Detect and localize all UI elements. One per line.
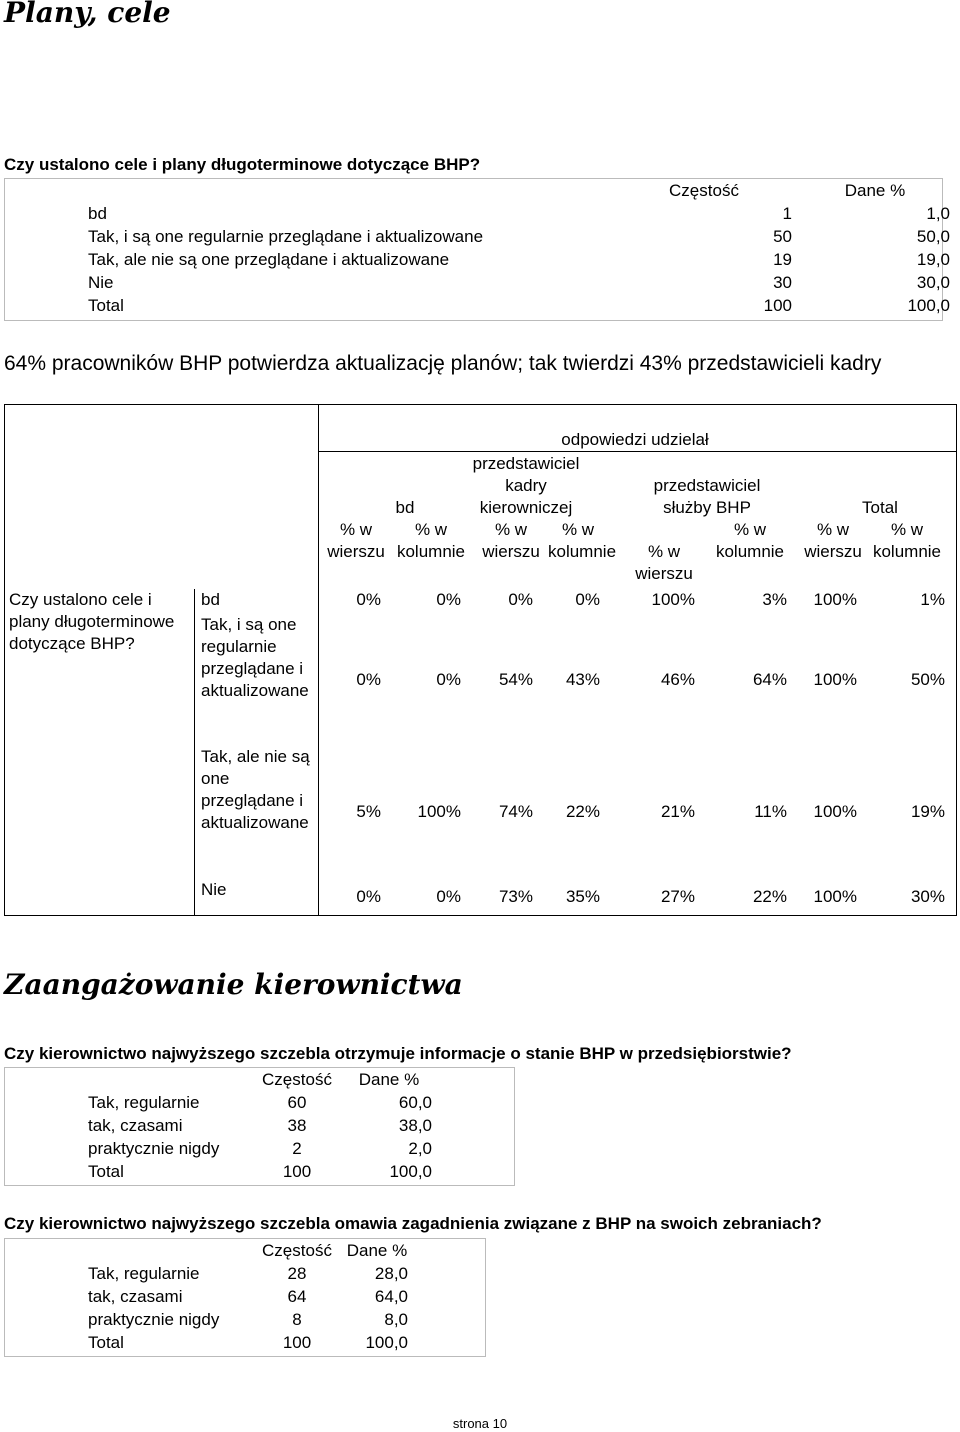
row-label: Tak, i są one regularnie przeglądane i aktualizowane — [88, 227, 484, 246]
crosstab-cat-label: Tak, ale nie są one przeglądane i aktualizowane — [201, 747, 310, 832]
row-label: praktycznie nigdy — [88, 1310, 220, 1329]
value-cell: 30% — [910, 887, 945, 906]
value-cell: 0% — [508, 590, 533, 609]
group-header-bd: bd — [395, 498, 415, 517]
pct-cell: 19,0 — [916, 250, 950, 269]
crosstab — [4, 404, 957, 916]
freq-cell: 38 — [287, 1116, 307, 1135]
value-cell: 35% — [565, 887, 600, 906]
row-label: Tak, ale nie są one przeglądane i aktualizowane — [88, 250, 450, 269]
freq-cell: 19 — [773, 250, 792, 269]
value-cell: 100% — [417, 802, 461, 821]
q3-table — [84, 1239, 412, 1354]
row-label: Tak, regularnie — [88, 1264, 200, 1283]
group-header-bhp: przedstawiciel służby BHP — [653, 476, 761, 517]
q3-header-freq: Częstość — [262, 1241, 332, 1260]
q1-header-pct: Dane % — [844, 181, 906, 200]
q2-table — [84, 1068, 436, 1183]
value-cell: 100% — [813, 670, 857, 689]
q3-header-pct: Dane % — [346, 1241, 408, 1260]
freq-cell: 30 — [773, 273, 792, 292]
freq-cell: 50 — [773, 227, 792, 246]
table-row — [84, 1160, 436, 1183]
table-row — [84, 271, 954, 294]
freq-cell: 100 — [282, 1333, 312, 1352]
q2-header-pct: Dane % — [358, 1070, 420, 1089]
value-cell: 100% — [651, 590, 695, 609]
value-cell: 0% — [356, 670, 381, 689]
section-title: Zaangażowanie kierownictwa — [4, 968, 463, 1001]
value-cell: 0% — [356, 590, 381, 609]
table-row — [84, 1308, 412, 1331]
pct-cell: 100,0 — [389, 1162, 432, 1181]
row-label: tak, czasami — [88, 1116, 183, 1135]
value-cell: 3% — [762, 590, 787, 609]
freq-cell: 100 — [763, 296, 792, 315]
value-cell: 0% — [436, 590, 461, 609]
value-cell: 21% — [660, 802, 695, 821]
value-cell: 54% — [498, 670, 533, 689]
row-label: Total — [88, 296, 124, 315]
pct-cell: 1,0 — [926, 204, 950, 223]
q3-question: Czy kierownictwo najwyższego szczebla omawia zagadnienia związane z BHP na swoich zebraniach? — [4, 1214, 822, 1233]
subheader: % w wierszu — [804, 520, 862, 561]
value-cell: 74% — [498, 802, 533, 821]
table-row — [84, 1285, 412, 1308]
subheader: % w kolumnie — [548, 520, 617, 561]
table-row — [84, 1091, 436, 1114]
value-cell: 64% — [752, 670, 787, 689]
crosstab-top-header: odpowiedzi udzielał — [561, 430, 709, 449]
value-cell: 43% — [565, 670, 600, 689]
pct-cell: 64,0 — [374, 1287, 408, 1306]
q1-header-freq: Częstość — [669, 181, 739, 200]
value-cell: 100% — [813, 802, 857, 821]
q2-header-freq: Częstość — [262, 1070, 332, 1089]
pct-cell: 60,0 — [398, 1093, 432, 1112]
q1-table — [84, 179, 954, 317]
value-cell: 22% — [752, 887, 787, 906]
crosstab-cat-label: bd — [201, 590, 220, 609]
value-cell: 50% — [910, 670, 945, 689]
freq-cell: 1 — [782, 204, 792, 223]
pct-cell: 8,0 — [384, 1310, 408, 1329]
value-cell: 11% — [754, 802, 787, 821]
value-cell: 46% — [660, 670, 695, 689]
value-cell: 100% — [813, 887, 857, 906]
value-cell: 73% — [498, 887, 533, 906]
table-row — [84, 202, 954, 225]
value-cell: 5% — [356, 802, 381, 821]
subheader: % w kolumnie — [715, 520, 785, 561]
value-cell: 0% — [436, 670, 461, 689]
value-cell: 0% — [436, 887, 461, 906]
pct-cell: 2,0 — [408, 1139, 432, 1158]
row-label: bd — [88, 204, 107, 223]
pct-cell: 30,0 — [916, 273, 950, 292]
table-row — [84, 1114, 436, 1137]
value-cell: 1% — [920, 590, 945, 609]
subheader: % w wierszu — [635, 542, 693, 583]
row-label: Total — [88, 1162, 124, 1181]
pct-cell: 100,0 — [907, 296, 950, 315]
pct-cell: 38,0 — [398, 1116, 432, 1135]
summary-text: 64% pracowników BHP potwierdza aktualizację planów; tak twierdzi 43% przedstawicieli kadry — [4, 352, 882, 375]
subheader: % w kolumnie — [872, 520, 942, 561]
freq-cell: 64 — [287, 1287, 307, 1306]
pct-cell: 28,0 — [374, 1264, 408, 1283]
row-label: praktycznie nigdy — [88, 1139, 220, 1158]
value-cell: 19% — [910, 802, 945, 821]
group-header-kadra: przedstawiciel kadry kierowniczej — [472, 454, 580, 517]
page-title: Plany, cele — [4, 0, 171, 29]
pct-cell: 100,0 — [365, 1333, 408, 1352]
freq-cell: 2 — [292, 1139, 302, 1158]
table-row — [84, 1331, 412, 1354]
table-row — [84, 1137, 436, 1160]
row-label: Tak, regularnie — [88, 1093, 200, 1112]
subheader: % w wierszu — [482, 520, 540, 561]
crosstab-cat-label: Nie — [201, 880, 227, 899]
table-row — [84, 225, 954, 248]
freq-cell: 28 — [287, 1264, 307, 1283]
freq-cell: 100 — [282, 1162, 312, 1181]
freq-cell: 60 — [287, 1093, 307, 1112]
freq-cell: 8 — [292, 1310, 302, 1329]
row-label: Total — [88, 1333, 124, 1352]
q1-question: Czy ustalono cele i plany długoterminowe dotyczące BHP? — [4, 155, 481, 174]
value-cell: 0% — [575, 590, 600, 609]
subheader: % w kolumnie — [396, 520, 466, 561]
pct-cell: 50,0 — [916, 227, 950, 246]
value-cell: 0% — [356, 887, 381, 906]
subheader: % w wierszu — [327, 520, 385, 561]
table-row — [84, 1262, 412, 1285]
value-cell: 27% — [660, 887, 695, 906]
page-footer: strona 10 — [452, 1416, 508, 1431]
row-label: tak, czasami — [88, 1287, 183, 1306]
crosstab-cat-label: Tak, i są one regularnie przeglądane i aktualizowane — [201, 615, 309, 700]
crosstab-row-label: Czy ustalono cele i plany długoterminowe dotyczące BHP? — [9, 590, 175, 653]
value-cell: 22% — [565, 802, 600, 821]
q2-question: Czy kierownictwo najwyższego szczebla otrzymuje informacje o stanie BHP w przedsiębiorstwie? — [4, 1044, 792, 1063]
value-cell: 100% — [813, 590, 857, 609]
group-header-total: Total — [862, 498, 898, 517]
row-label: Nie — [88, 273, 114, 292]
table-row — [84, 294, 954, 317]
table-row — [84, 248, 954, 271]
